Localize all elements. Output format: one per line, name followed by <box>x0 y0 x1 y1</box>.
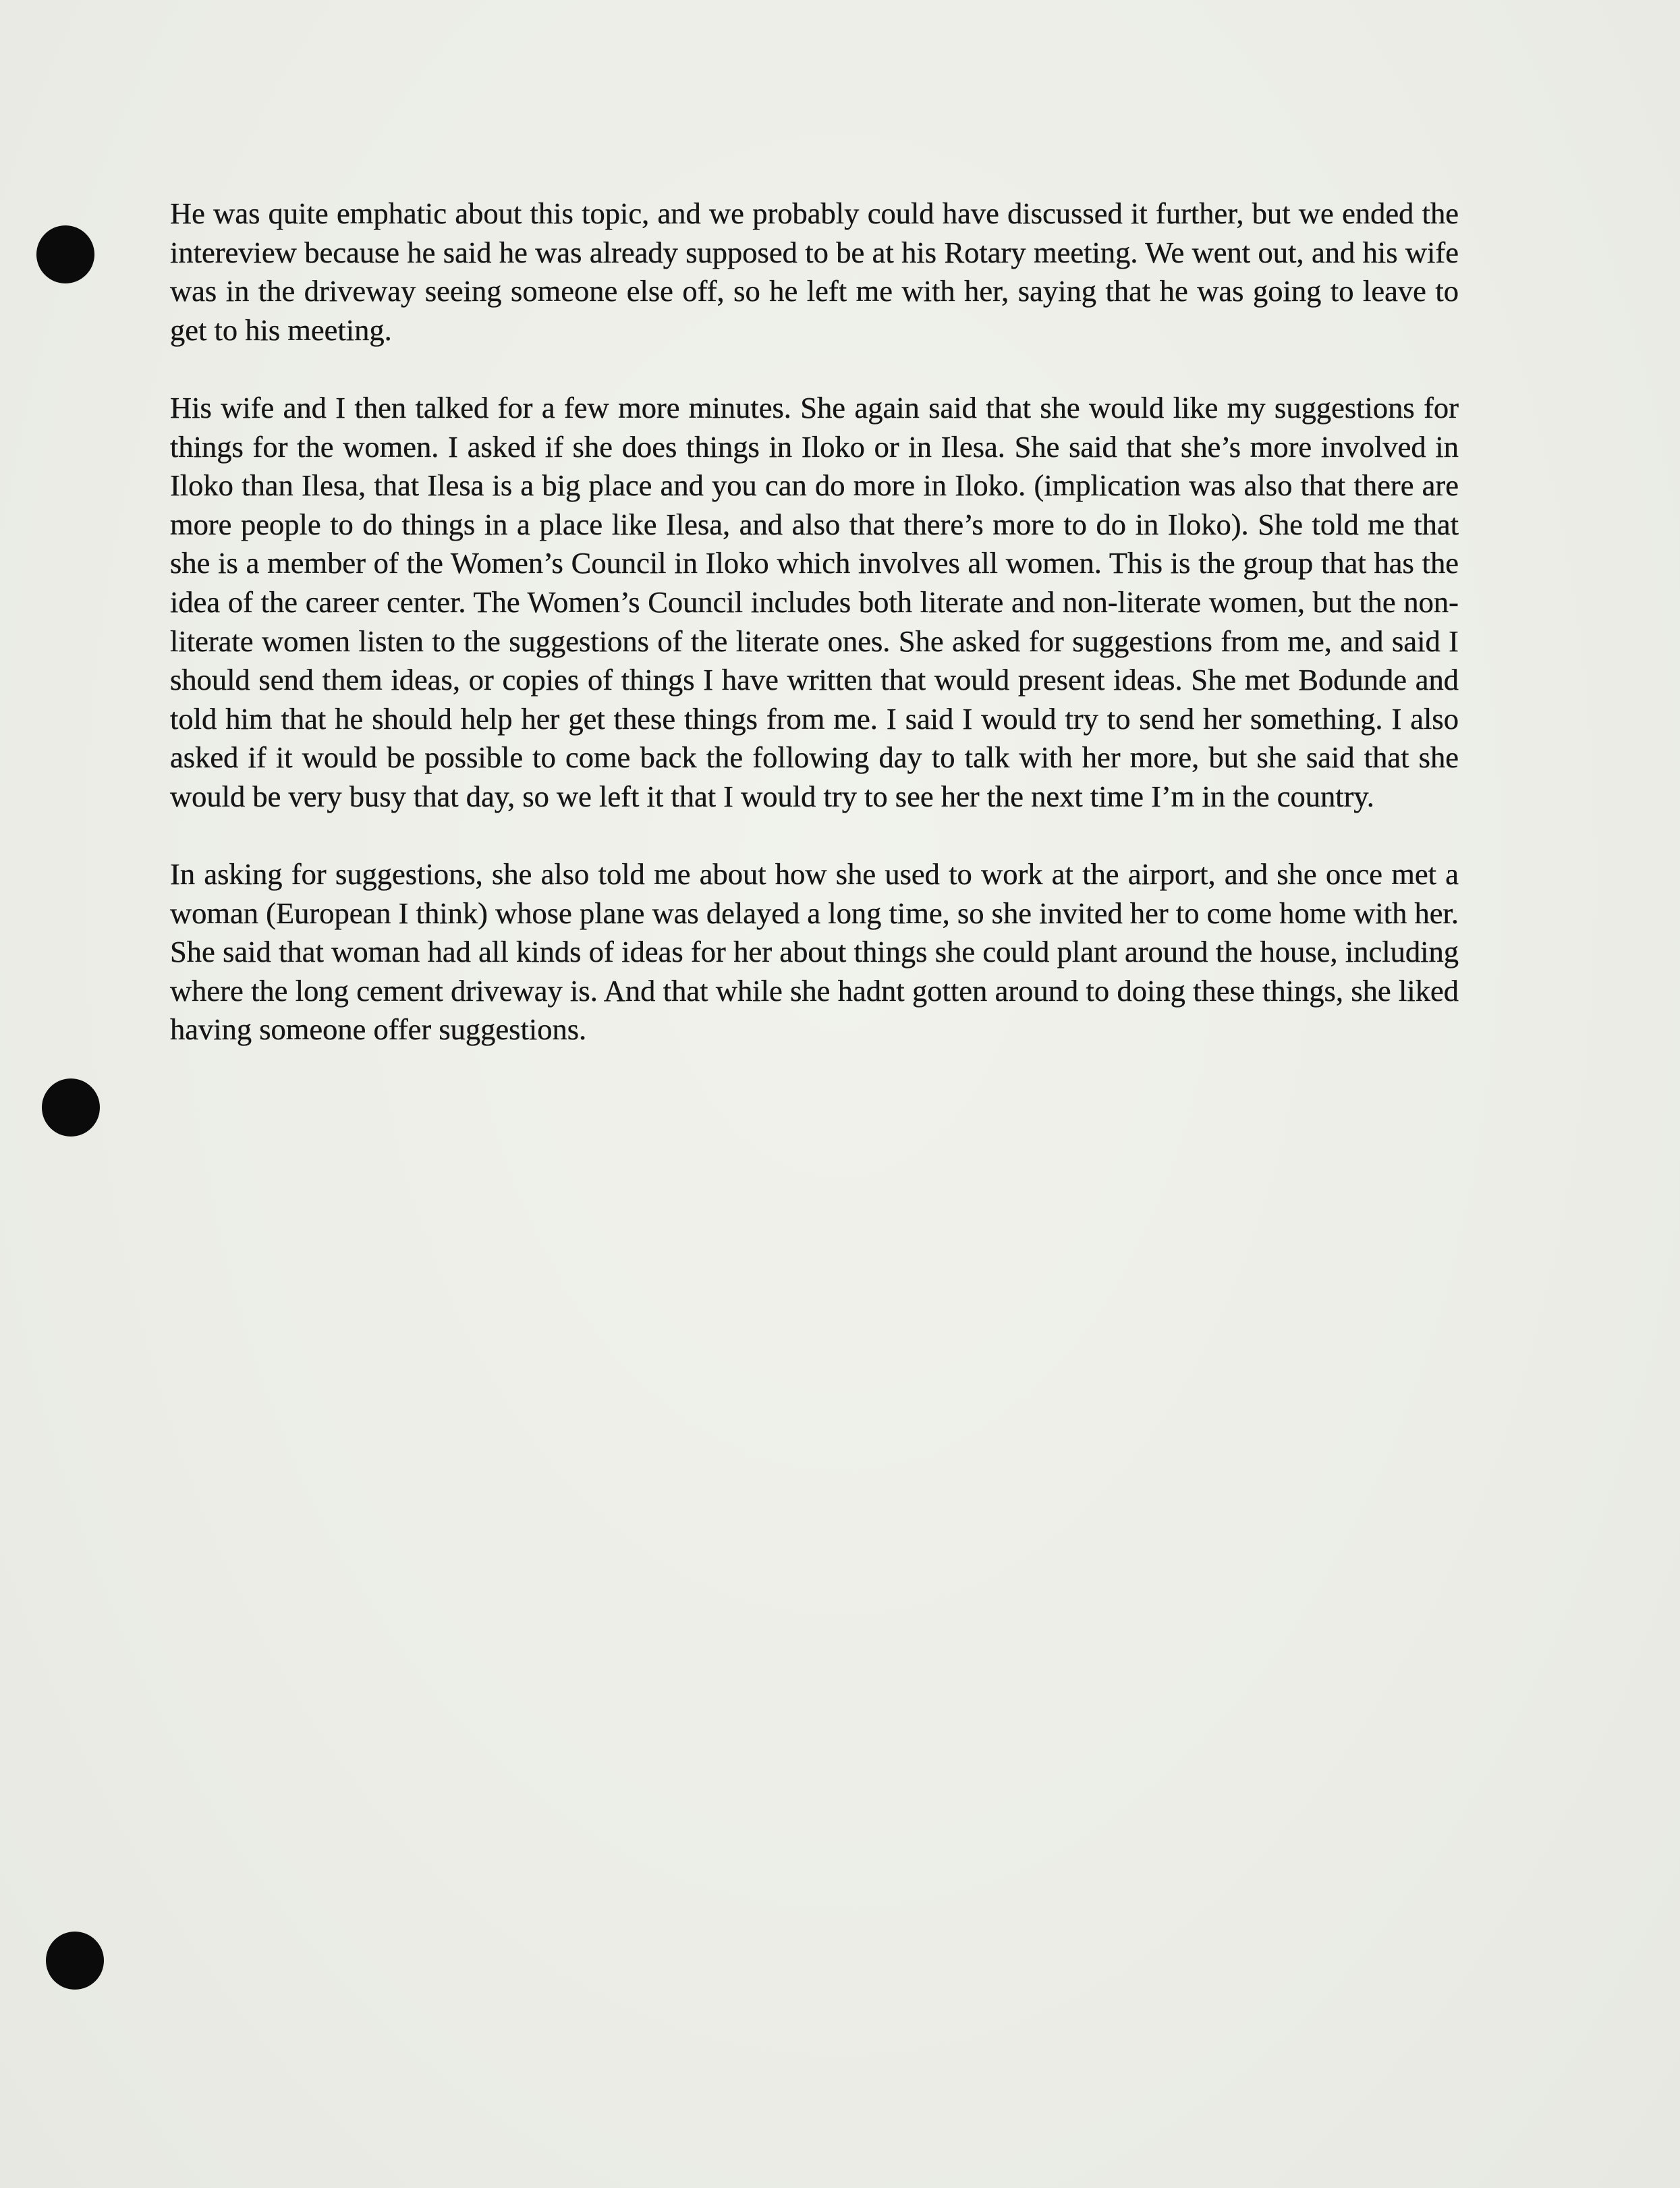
punch-hole-top <box>36 225 94 283</box>
document-body <box>170 194 1459 1089</box>
paragraph-3: In asking for suggestions, she also told me about how she used to work at the airport, and she once met a woman (European I think) whose plane was delayed a long time, so she invited her to come home with her. She said that woman had all kinds of ideas for her about things she could plant around the house, including where the long cement driveway is. And that while she hadnt gotten around to doing these things, she liked having someone offer suggestions. <box>170 857 1459 1047</box>
paragraph-1: He was quite emphatic about this topic, and we probably could have discussed it further, but we ended the intereview because he said he was already supposed to be at his Rotary meeting. We went out, and his wife was in the driveway seeing someone else off, so he left me with her, saying that he was going to leave to get to his meeting. <box>170 196 1459 347</box>
paragraph-2: His wife and I then talked for a few more minutes. She again said that she would like my suggestions for things for the women. I asked if she does things in Iloko or in Ilesa. She said that she’s more involved in Iloko than Ilesa, that Ilesa is a big place and you can do more in Iloko. (implication was also that there are more people to do things in a place like Ilesa, and also that there’s more to do in Iloko). She told me that she is a member of the Women’s Council in Iloko which involves all women. This is the group that has the idea of the career center. The Women’s Council includes both literate and non-literate women, but the non-literate women listen to the suggestions of the literate ones. She asked for suggestions from me, and said I should send them ideas, or copies of things I have written that would present ideas. She met Bodunde and told him that he should help her get these things from me. I said I would try to send her something. I also asked if it would be possible to come back the following day to talk with her more, but she said that she would be very busy that day, so we left it that I would try to see her the next time I’m in the country. <box>170 390 1459 813</box>
punch-hole-bottom <box>46 1932 104 1990</box>
punch-hole-middle <box>42 1078 100 1137</box>
